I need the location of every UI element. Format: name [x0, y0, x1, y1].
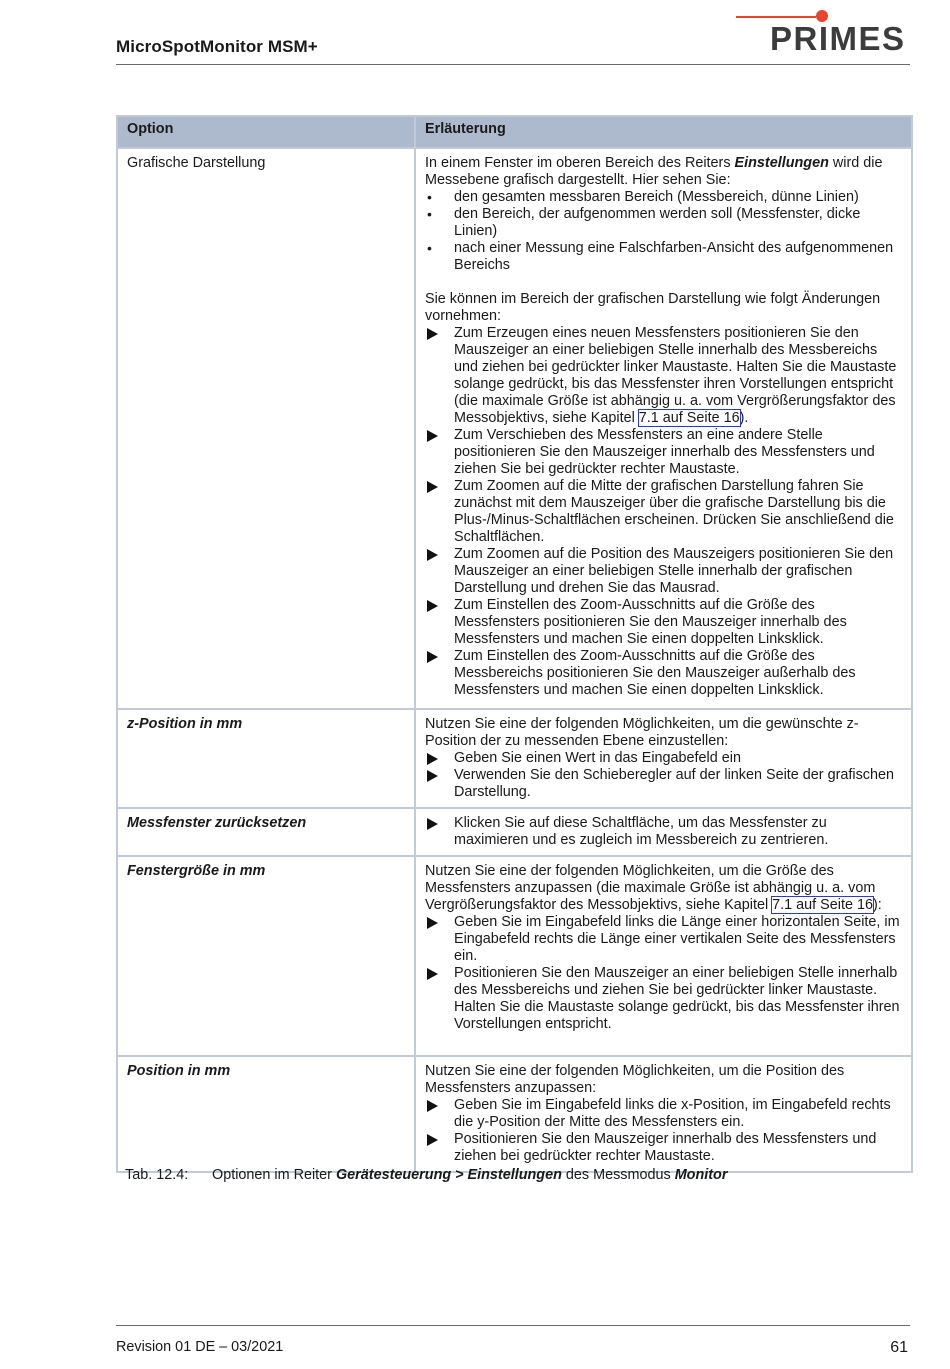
list-item: Zum Verschieben des Messfensters an eine andere Stelle positionieren Sie den Mauszeiger innerhalb des Messfensters und ziehen Sie bei gedrückter rechter Maustaste.: [425, 427, 902, 478]
triangle-arrow-icon: [427, 651, 438, 663]
option-name: [117, 1056, 415, 1172]
triangle-arrow-icon: [427, 818, 438, 830]
triangle-arrow-icon: [427, 770, 438, 782]
list-item: Zum Einstellen des Zoom-Ausschnitts auf die Größe des Messbereichs positionieren Sie den Mauszeiger außerhalb des Messfensters und machen Sie einen doppelten Linksklick.: [425, 648, 902, 699]
logo-text: PRIMES: [770, 20, 906, 57]
chapter-link[interactable]: 7.1 auf Seite 16: [638, 410, 740, 426]
list-item: Zum Zoomen auf die Mitte der grafischen Darstellung fahren Sie zunächst mit dem Mauszeiger über die grafische Darstellung bis die Plus-/Minus-Schaltflächen erscheinen. Drücken Sie anschließend die Schaltflächen.: [425, 478, 902, 546]
emphasis-einstellungen: Einstellungen: [734, 155, 829, 171]
option-label: Messfenster zurücksetzen: [127, 815, 307, 831]
table-row: [117, 808, 912, 856]
triangle-arrow-icon: [427, 1100, 438, 1112]
step-list: [425, 750, 902, 801]
list-item: Positionieren Sie den Mauszeiger an einer beliebigen Stelle innerhalb des Messbereichs und ziehen Sie bei gedrückter linker Maustaste. Halten Sie die Maustaste solange gedrückt, bis das Messfenster ihren Vorstellungen entspricht.: [425, 965, 902, 1033]
list-item: Zum Einstellen des Zoom-Ausschnitts auf die Größe des Messfensters positionieren Sie den Mauszeiger innerhalb des Messfensters und machen Sie einen doppelten Linksklick.: [425, 597, 902, 648]
bullet-list: [425, 189, 902, 274]
list-item: Geben Sie im Eingabefeld links die x-Position, im Eingabefeld rechts die y-Position der Mitte des Messfensters ein.: [425, 1097, 902, 1131]
revision-label: Revision 01 DE – 03/2021: [116, 1339, 284, 1355]
step-list: [425, 815, 902, 849]
column-header-option: Option: [117, 116, 415, 148]
table-row: [117, 709, 912, 808]
intro-paragraph: In einem Fenster im oberen Bereich des Reiters Einstellungen wird die Messebene grafisch dargestellt. Hier sehen Sie:: [425, 155, 883, 188]
list-item: Verwenden Sie den Schieberegler auf der linken Seite der grafischen Darstellung.: [425, 767, 902, 801]
intro-paragraph: Nutzen Sie eine der folgenden Möglichkeiten, um die Position des Messfensters anzupassen:: [425, 1063, 845, 1096]
option-name: [117, 148, 415, 709]
option-label: z-Position in mm: [127, 716, 243, 732]
list-item: • den gesamten messbaren Bereich (Messbereich, dünne Linien): [427, 189, 859, 205]
table-caption: Tab. 12.4: Optionen im Reiter Gerätesteuerung > Einstellungen des Messmodus Monitor: [125, 1167, 728, 1183]
table-row: [117, 148, 912, 709]
option-explanation: [415, 808, 912, 856]
option-explanation: [415, 148, 912, 709]
table-row: [117, 856, 912, 1056]
list-item: • nach einer Messung eine Falschfarben-Ansicht des aufgenommenen Bereichs: [427, 240, 894, 273]
bullet-icon: •: [427, 206, 432, 222]
header-divider: [116, 64, 910, 65]
step-list: [425, 325, 902, 699]
triangle-arrow-icon: [427, 600, 438, 612]
paragraph: Sie können im Bereich der grafischen Darstellung wie folgt Änderungen vornehmen:: [425, 291, 881, 324]
triangle-arrow-icon: [427, 549, 438, 561]
bullet-icon: •: [427, 240, 432, 256]
triangle-arrow-icon: [427, 753, 438, 765]
step-list: [425, 1097, 902, 1165]
list-item: Geben Sie im Eingabefeld links die Länge einer horizontalen Seite, im Eingabefeld rechts die Länge einer vertikalen Seite des Messfensters ein.: [425, 914, 902, 965]
page-number: 61: [890, 1339, 908, 1356]
intro-paragraph: Nutzen Sie eine der folgenden Möglichkeiten, um die gewünschte z-Position der zu messenden Ebene einzustellen:: [425, 716, 859, 749]
caption-emphasis: Monitor: [674, 1167, 728, 1183]
option-explanation: [415, 856, 912, 1056]
triangle-arrow-icon: [427, 328, 438, 340]
option-label: Fenstergröße in mm: [127, 863, 266, 879]
footer-divider: [116, 1325, 910, 1326]
option-explanation: [415, 1056, 912, 1172]
triangle-arrow-icon: [427, 1134, 438, 1146]
triangle-arrow-icon: [427, 968, 438, 980]
triangle-arrow-icon: [427, 917, 438, 929]
option-name: [117, 709, 415, 808]
option-explanation: [415, 709, 912, 808]
page-header-title: MicroSpotMonitor MSM+: [116, 37, 318, 56]
list-item: Positionieren Sie den Mauszeiger innerhalb des Messfensters und ziehen bei gedrückter rechter Maustaste.: [425, 1131, 902, 1165]
list-item: Geben Sie einen Wert in das Eingabefeld ein: [425, 750, 902, 767]
caption-emphasis: Gerätesteuerung > Einstellungen: [335, 1167, 562, 1183]
column-header-explanation: Erläuterung: [415, 116, 912, 148]
triangle-arrow-icon: [427, 481, 438, 493]
option-name: [117, 856, 415, 1056]
logo-accent-line: [736, 16, 816, 18]
list-item: Zum Zoomen auf die Position des Mauszeigers positionieren Sie den Mauszeiger an einer beliebigen Stelle innerhalb der grafischen Darstellung und drehen Sie das Mausrad.: [425, 546, 902, 597]
intro-paragraph: Nutzen Sie eine der folgenden Möglichkeiten, um die Größe des Messfensters anzupassen (die maximale Größe ist abhängig u. a. vom Vergrößerungsfaktor des Messobjektivs, siehe Kapitel 7.1 auf Seite 16):: [425, 863, 882, 913]
option-label: Position in mm: [127, 1063, 231, 1079]
step-list: [425, 914, 902, 1033]
options-table: [116, 115, 913, 1173]
list-item: Zum Erzeugen eines neuen Messfensters positionieren Sie den Mauszeiger an einer beliebigen Stelle innerhalb des Messbereichs und ziehen bei gedrückter linker Maustaste. Halten Sie die Maustaste solange gedrückt, bis das Messfenster ihren Vorstellungen entspricht (die maximale Größe ist abhängig u. a. vom Vergrößerungsfaktor des Messobjektivs, siehe Kapitel 7.1 auf Seite 16).: [425, 325, 902, 427]
list-item: • den Bereich, der aufgenommen werden soll (Messfenster, dicke Linien): [427, 206, 861, 239]
caption-label: Tab. 12.4:: [125, 1167, 189, 1183]
chapter-link[interactable]: 7.1 auf Seite 16: [772, 897, 873, 913]
primes-logo: [736, 10, 908, 58]
option-name: [117, 808, 415, 856]
option-label: Grafische Darstellung: [127, 155, 266, 171]
list-item: Klicken Sie auf diese Schaltfläche, um das Messfenster zu maximieren und es zugleich im Messbereich zu zentrieren.: [425, 815, 902, 849]
triangle-arrow-icon: [427, 430, 438, 442]
table-row: [117, 1056, 912, 1172]
bullet-icon: •: [427, 189, 432, 205]
table-header-row: [117, 116, 912, 148]
